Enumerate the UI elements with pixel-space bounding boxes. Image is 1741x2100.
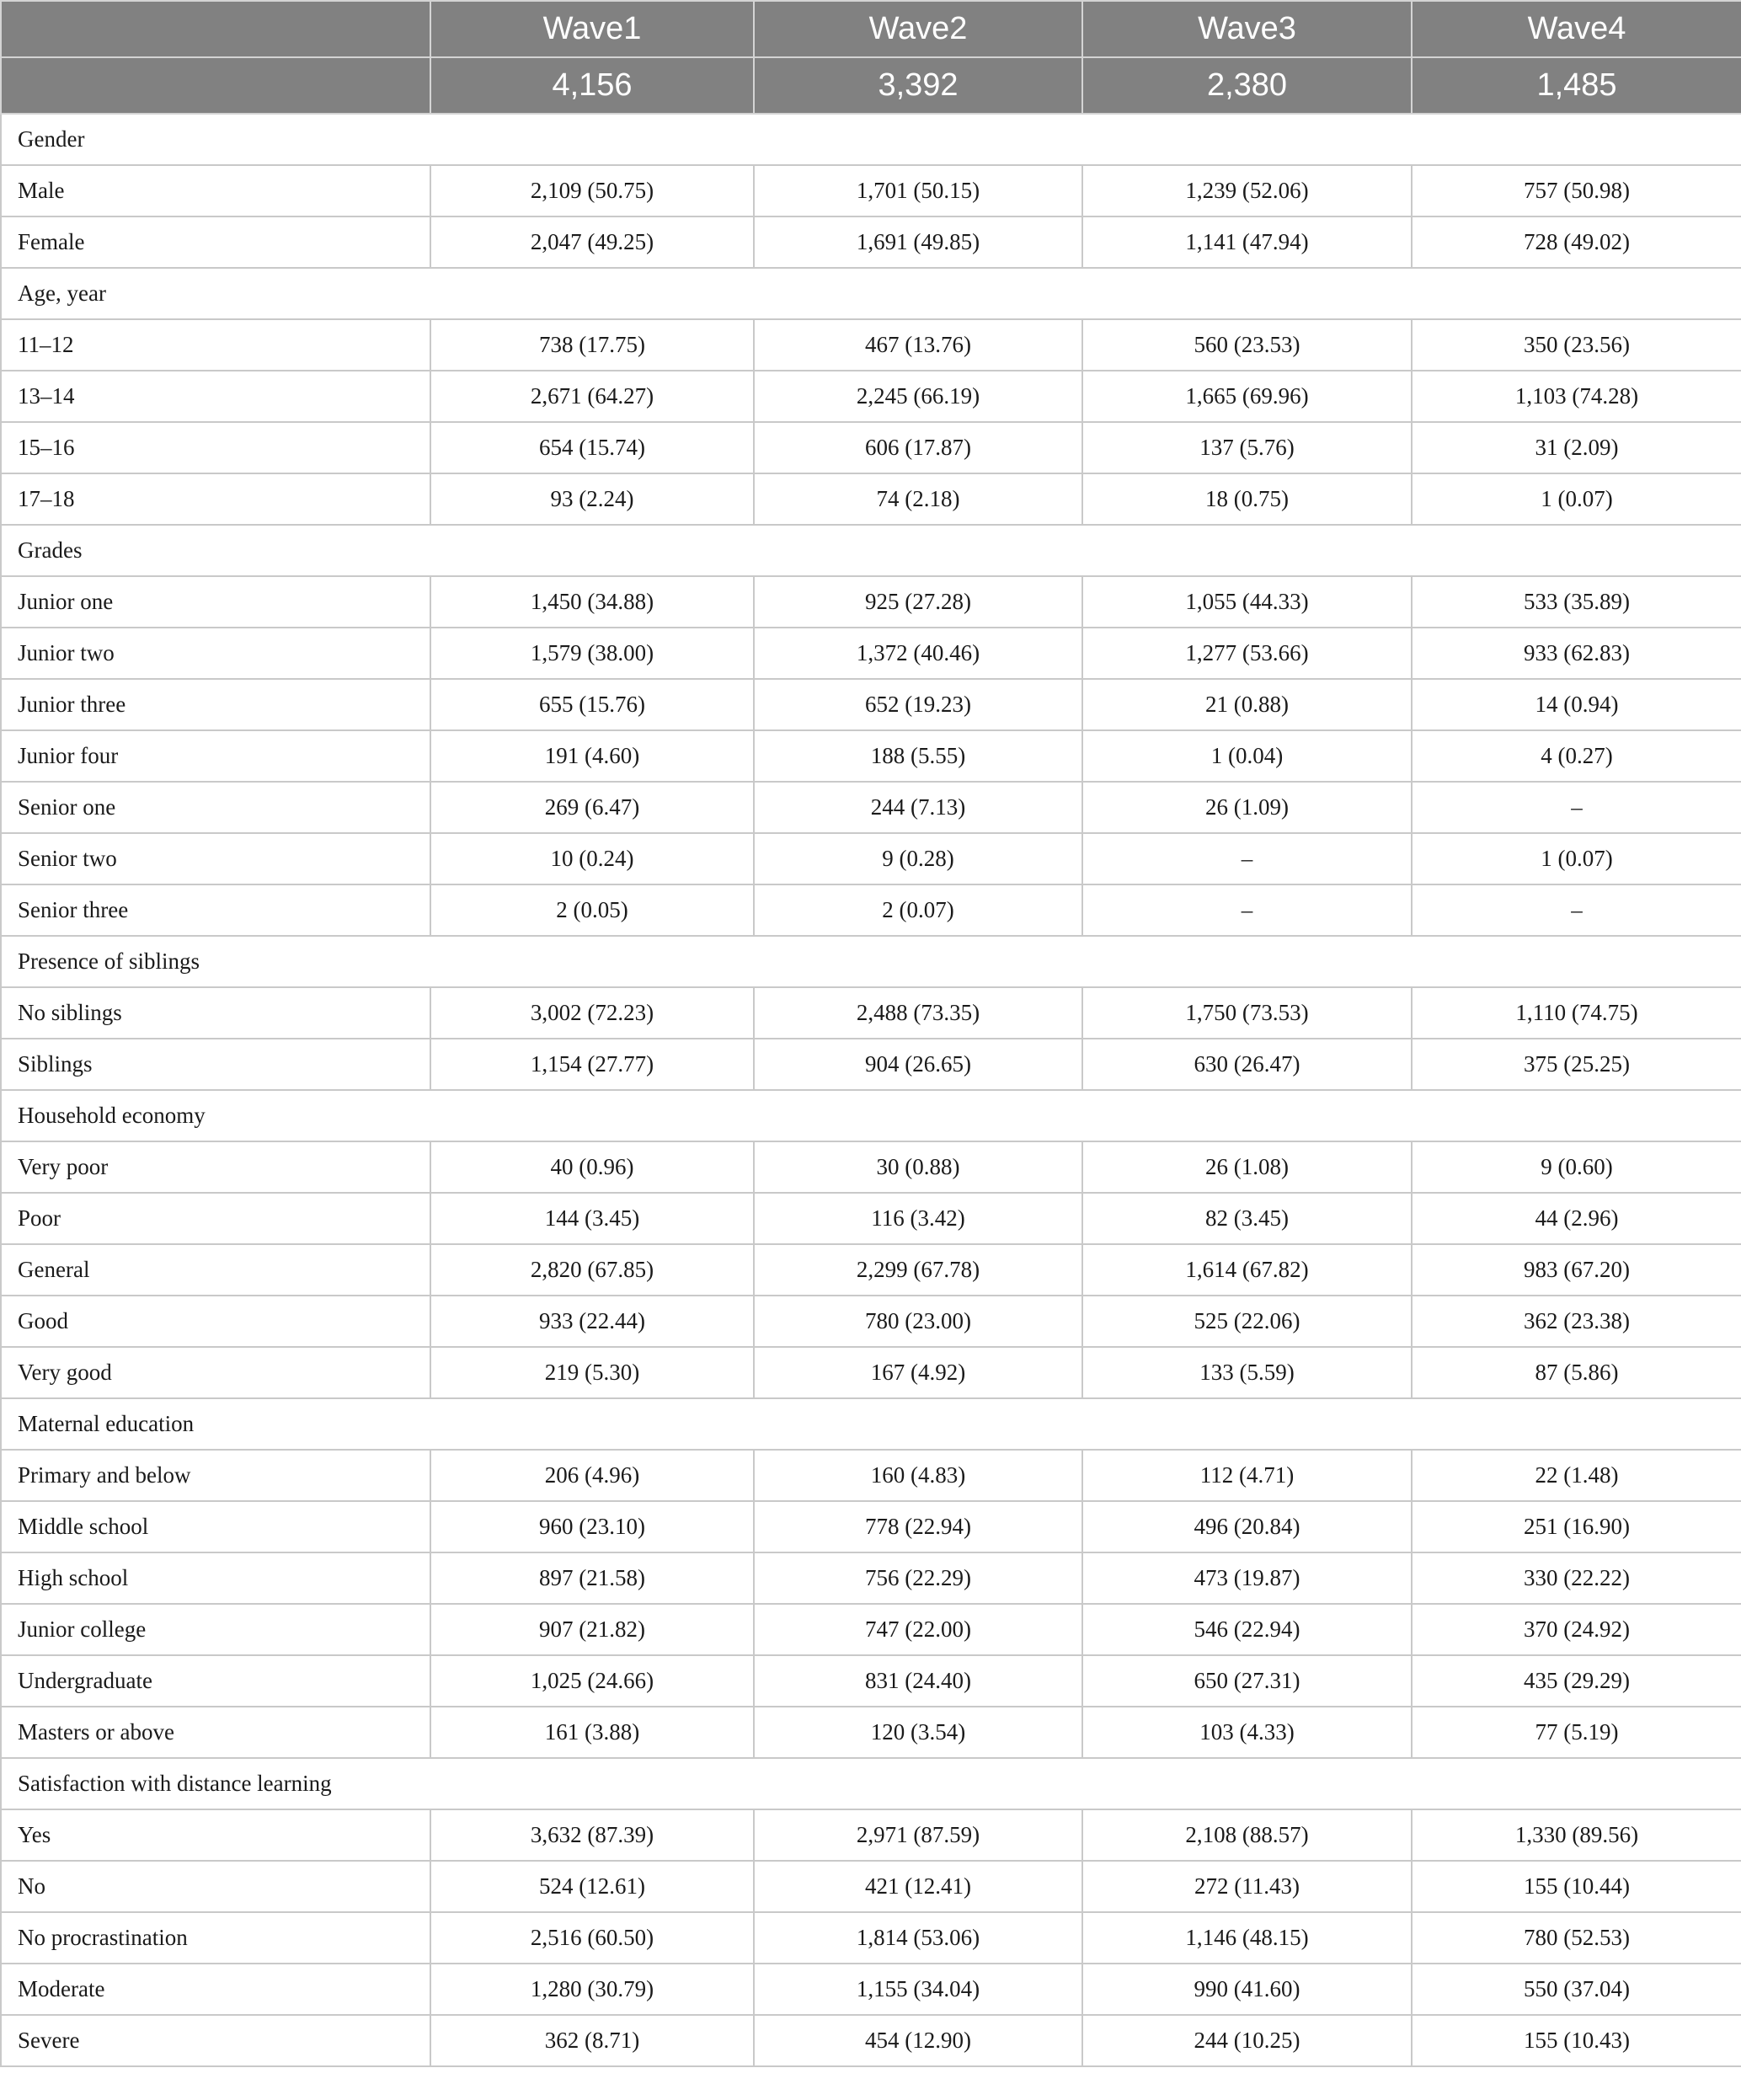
row-label: Very poor bbox=[1, 1141, 430, 1193]
table-row bbox=[1, 422, 1741, 473]
wave-2-value-cell: 188 (5.55) bbox=[754, 730, 1082, 782]
table-row bbox=[1, 576, 1741, 628]
wave-2-value-cell: 421 (12.41) bbox=[754, 1861, 1082, 1912]
table-row bbox=[1, 1141, 1741, 1193]
wave-4-value-cell: 77 (5.19) bbox=[1412, 1707, 1741, 1758]
table-row bbox=[1, 371, 1741, 422]
wave-2-value-cell: 925 (27.28) bbox=[754, 576, 1082, 628]
wave-1-value-cell: 2,047 (49.25) bbox=[430, 216, 754, 268]
wave-1-value-cell: 93 (2.24) bbox=[430, 473, 754, 525]
row-label: Middle school bbox=[1, 1501, 430, 1552]
wave-3-value-cell: 133 (5.59) bbox=[1082, 1347, 1412, 1398]
wave-total-4: 1,485 bbox=[1412, 57, 1741, 114]
wave-1-value-cell: 2,516 (60.50) bbox=[430, 1912, 754, 1964]
wave-4-value-cell: 550 (37.04) bbox=[1412, 1964, 1741, 2015]
wave-3-value-cell: 1,614 (67.82) bbox=[1082, 1244, 1412, 1296]
table-row bbox=[1, 1193, 1741, 1244]
table-row bbox=[1, 833, 1741, 884]
wave-3-value-cell: 21 (0.88) bbox=[1082, 679, 1412, 730]
row-label: Senior one bbox=[1, 782, 430, 833]
wave-1-value-cell: 362 (8.71) bbox=[430, 2015, 754, 2066]
wave-2-value-cell: 1,372 (40.46) bbox=[754, 628, 1082, 679]
wave-2-value-cell: 74 (2.18) bbox=[754, 473, 1082, 525]
wave-3-value-cell: 496 (20.84) bbox=[1082, 1501, 1412, 1552]
row-label: Junior two bbox=[1, 628, 430, 679]
wave-3-value-cell: 272 (11.43) bbox=[1082, 1861, 1412, 1912]
wave-2-value-cell: 2,299 (67.78) bbox=[754, 1244, 1082, 1296]
wave-3-value-cell: 650 (27.31) bbox=[1082, 1655, 1412, 1707]
wave-4-value-cell: 251 (16.90) bbox=[1412, 1501, 1741, 1552]
table-row bbox=[1, 1552, 1741, 1604]
section-title: Household economy bbox=[1, 1090, 1741, 1141]
table-row bbox=[1, 1912, 1741, 1964]
wave-4-value-cell: 155 (10.43) bbox=[1412, 2015, 1741, 2066]
wave-1-value-cell: 738 (17.75) bbox=[430, 319, 754, 371]
wave-3-value-cell: 26 (1.08) bbox=[1082, 1141, 1412, 1193]
wave-3-value-cell: 630 (26.47) bbox=[1082, 1039, 1412, 1090]
wave-2-value-cell: 2,971 (87.59) bbox=[754, 1809, 1082, 1861]
row-label: Senior two bbox=[1, 833, 430, 884]
table-row bbox=[1, 1501, 1741, 1552]
wave-4-value-cell: 1,103 (74.28) bbox=[1412, 371, 1741, 422]
wave-3-value-cell: 244 (10.25) bbox=[1082, 2015, 1412, 2066]
row-label: Primary and below bbox=[1, 1450, 430, 1501]
wave-2-value-cell: 116 (3.42) bbox=[754, 1193, 1082, 1244]
section-title: Maternal education bbox=[1, 1398, 1741, 1450]
row-label: Yes bbox=[1, 1809, 430, 1861]
wave-1-value-cell: 206 (4.96) bbox=[430, 1450, 754, 1501]
wave-header-3: Wave3 bbox=[1082, 1, 1412, 57]
wave-header-1: Wave1 bbox=[430, 1, 754, 57]
wave-4-value-cell: 14 (0.94) bbox=[1412, 679, 1741, 730]
wave-2-value-cell: 778 (22.94) bbox=[754, 1501, 1082, 1552]
table-row bbox=[1, 1450, 1741, 1501]
section-header-row bbox=[1, 268, 1741, 319]
wave-1-value-cell: 191 (4.60) bbox=[430, 730, 754, 782]
wave-4-value-cell: 350 (23.56) bbox=[1412, 319, 1741, 371]
wave-1-value-cell: 1,280 (30.79) bbox=[430, 1964, 754, 2015]
section-title: Grades bbox=[1, 525, 1741, 576]
wave-2-value-cell: 756 (22.29) bbox=[754, 1552, 1082, 1604]
row-label: Moderate bbox=[1, 1964, 430, 2015]
wave-header-row bbox=[1, 1, 1741, 57]
wave-3-value-cell: 990 (41.60) bbox=[1082, 1964, 1412, 2015]
row-label: Undergraduate bbox=[1, 1655, 430, 1707]
wave-1-value-cell: 524 (12.61) bbox=[430, 1861, 754, 1912]
wave-2-value-cell: 652 (19.23) bbox=[754, 679, 1082, 730]
wave-2-value-cell: 831 (24.40) bbox=[754, 1655, 1082, 1707]
row-label: Poor bbox=[1, 1193, 430, 1244]
wave-3-value-cell: 473 (19.87) bbox=[1082, 1552, 1412, 1604]
row-label: Junior four bbox=[1, 730, 430, 782]
table-row bbox=[1, 2015, 1741, 2066]
wave-4-value-cell: 44 (2.96) bbox=[1412, 1193, 1741, 1244]
wave-4-value-cell: – bbox=[1412, 884, 1741, 936]
wave-header-2: Wave2 bbox=[754, 1, 1082, 57]
wave-2-value-cell: 2,245 (66.19) bbox=[754, 371, 1082, 422]
wave-2-value-cell: 1,691 (49.85) bbox=[754, 216, 1082, 268]
row-label: 11–12 bbox=[1, 319, 430, 371]
table-row bbox=[1, 1244, 1741, 1296]
wave-3-value-cell: – bbox=[1082, 833, 1412, 884]
table-row bbox=[1, 1707, 1741, 1758]
wave-3-value-cell: 103 (4.33) bbox=[1082, 1707, 1412, 1758]
wave-1-value-cell: 10 (0.24) bbox=[430, 833, 754, 884]
wave-1-value-cell: 655 (15.76) bbox=[430, 679, 754, 730]
row-label: Good bbox=[1, 1296, 430, 1347]
wave-4-value-cell: 983 (67.20) bbox=[1412, 1244, 1741, 1296]
wave-1-value-cell: 960 (23.10) bbox=[430, 1501, 754, 1552]
wave-2-value-cell: 120 (3.54) bbox=[754, 1707, 1082, 1758]
table-row bbox=[1, 473, 1741, 525]
row-label: 15–16 bbox=[1, 422, 430, 473]
wave-1-value-cell: 907 (21.82) bbox=[430, 1604, 754, 1655]
table-row bbox=[1, 782, 1741, 833]
wave-3-value-cell: 112 (4.71) bbox=[1082, 1450, 1412, 1501]
wave-1-value-cell: 1,154 (27.77) bbox=[430, 1039, 754, 1090]
wave-2-value-cell: 2 (0.07) bbox=[754, 884, 1082, 936]
section-header-row bbox=[1, 525, 1741, 576]
wave-4-value-cell: 31 (2.09) bbox=[1412, 422, 1741, 473]
row-label: Junior three bbox=[1, 679, 430, 730]
row-label: Male bbox=[1, 165, 430, 216]
wave-3-value-cell: 1,141 (47.94) bbox=[1082, 216, 1412, 268]
wave-4-value-cell: 370 (24.92) bbox=[1412, 1604, 1741, 1655]
wave-4-value-cell: 4 (0.27) bbox=[1412, 730, 1741, 782]
wave-4-value-cell: 533 (35.89) bbox=[1412, 576, 1741, 628]
section-header-row bbox=[1, 1090, 1741, 1141]
row-label: No procrastination bbox=[1, 1912, 430, 1964]
wave-3-value-cell: 1,239 (52.06) bbox=[1082, 165, 1412, 216]
wave-4-value-cell: 1,330 (89.56) bbox=[1412, 1809, 1741, 1861]
wave-4-value-cell: 9 (0.60) bbox=[1412, 1141, 1741, 1193]
wave-1-value-cell: 3,632 (87.39) bbox=[430, 1809, 754, 1861]
wave-total-2: 3,392 bbox=[754, 57, 1082, 114]
wave-1-value-cell: 897 (21.58) bbox=[430, 1552, 754, 1604]
table-row bbox=[1, 884, 1741, 936]
row-label: Senior three bbox=[1, 884, 430, 936]
row-label: Very good bbox=[1, 1347, 430, 1398]
row-label: Junior one bbox=[1, 576, 430, 628]
wave-2-value-cell: 467 (13.76) bbox=[754, 319, 1082, 371]
wave-2-value-cell: 1,814 (53.06) bbox=[754, 1912, 1082, 1964]
table-row bbox=[1, 679, 1741, 730]
wave-2-value-cell: 9 (0.28) bbox=[754, 833, 1082, 884]
row-label: Siblings bbox=[1, 1039, 430, 1090]
wave-4-value-cell: 728 (49.02) bbox=[1412, 216, 1741, 268]
table-row bbox=[1, 1861, 1741, 1912]
wave-3-value-cell: 1 (0.04) bbox=[1082, 730, 1412, 782]
wave-2-value-cell: 160 (4.83) bbox=[754, 1450, 1082, 1501]
wave-1-value-cell: 1,025 (24.66) bbox=[430, 1655, 754, 1707]
header-corner-cell bbox=[1, 57, 430, 114]
wave-1-value-cell: 1,450 (34.88) bbox=[430, 576, 754, 628]
wave-4-value-cell: – bbox=[1412, 782, 1741, 833]
wave-4-value-cell: 1 (0.07) bbox=[1412, 473, 1741, 525]
table-header bbox=[1, 1, 1741, 114]
row-label: No siblings bbox=[1, 987, 430, 1039]
section-header-row bbox=[1, 114, 1741, 165]
wave-4-value-cell: 375 (25.25) bbox=[1412, 1039, 1741, 1090]
wave-1-value-cell: 3,002 (72.23) bbox=[430, 987, 754, 1039]
wave-2-value-cell: 606 (17.87) bbox=[754, 422, 1082, 473]
wave-1-value-cell: 2 (0.05) bbox=[430, 884, 754, 936]
wave-3-value-cell: 1,146 (48.15) bbox=[1082, 1912, 1412, 1964]
wave-2-value-cell: 780 (23.00) bbox=[754, 1296, 1082, 1347]
header-corner-cell bbox=[1, 1, 430, 57]
table-row bbox=[1, 1604, 1741, 1655]
wave-3-value-cell: 525 (22.06) bbox=[1082, 1296, 1412, 1347]
table-row bbox=[1, 730, 1741, 782]
wave-2-value-cell: 454 (12.90) bbox=[754, 2015, 1082, 2066]
wave-1-value-cell: 144 (3.45) bbox=[430, 1193, 754, 1244]
wave-4-value-cell: 155 (10.44) bbox=[1412, 1861, 1741, 1912]
section-title: Gender bbox=[1, 114, 1741, 165]
wave-header-4: Wave4 bbox=[1412, 1, 1741, 57]
wave-2-value-cell: 747 (22.00) bbox=[754, 1604, 1082, 1655]
wave-4-value-cell: 1,110 (74.75) bbox=[1412, 987, 1741, 1039]
wave-1-value-cell: 40 (0.96) bbox=[430, 1141, 754, 1193]
table-row bbox=[1, 987, 1741, 1039]
wave-1-value-cell: 1,579 (38.00) bbox=[430, 628, 754, 679]
row-label: 17–18 bbox=[1, 473, 430, 525]
section-header-row bbox=[1, 936, 1741, 987]
table-row bbox=[1, 1809, 1741, 1861]
wave-1-value-cell: 654 (15.74) bbox=[430, 422, 754, 473]
wave-4-value-cell: 780 (52.53) bbox=[1412, 1912, 1741, 1964]
wave-2-value-cell: 1,701 (50.15) bbox=[754, 165, 1082, 216]
row-label: General bbox=[1, 1244, 430, 1296]
table-body bbox=[1, 114, 1741, 2066]
wave-3-value-cell: 1,750 (73.53) bbox=[1082, 987, 1412, 1039]
wave-4-value-cell: 933 (62.83) bbox=[1412, 628, 1741, 679]
wave-4-value-cell: 435 (29.29) bbox=[1412, 1655, 1741, 1707]
table-row bbox=[1, 1347, 1741, 1398]
section-title: Presence of siblings bbox=[1, 936, 1741, 987]
wave-2-value-cell: 1,155 (34.04) bbox=[754, 1964, 1082, 2015]
wave-3-value-cell: 1,055 (44.33) bbox=[1082, 576, 1412, 628]
row-label: No bbox=[1, 1861, 430, 1912]
wave-1-value-cell: 219 (5.30) bbox=[430, 1347, 754, 1398]
wave-1-value-cell: 2,671 (64.27) bbox=[430, 371, 754, 422]
wave-3-value-cell: 2,108 (88.57) bbox=[1082, 1809, 1412, 1861]
row-label: Severe bbox=[1, 2015, 430, 2066]
wave-1-value-cell: 2,820 (67.85) bbox=[430, 1244, 754, 1296]
wave-3-value-cell: 546 (22.94) bbox=[1082, 1604, 1412, 1655]
row-label: Junior college bbox=[1, 1604, 430, 1655]
section-title: Age, year bbox=[1, 268, 1741, 319]
wave-4-value-cell: 757 (50.98) bbox=[1412, 165, 1741, 216]
wave-4-value-cell: 1 (0.07) bbox=[1412, 833, 1741, 884]
wave-3-value-cell: 1,665 (69.96) bbox=[1082, 371, 1412, 422]
wave-3-value-cell: 1,277 (53.66) bbox=[1082, 628, 1412, 679]
section-header-row bbox=[1, 1758, 1741, 1809]
section-header-row bbox=[1, 1398, 1741, 1450]
wave-3-value-cell: 137 (5.76) bbox=[1082, 422, 1412, 473]
table-row bbox=[1, 1039, 1741, 1090]
wave-2-value-cell: 904 (26.65) bbox=[754, 1039, 1082, 1090]
row-label: 13–14 bbox=[1, 371, 430, 422]
table-row bbox=[1, 165, 1741, 216]
wave-2-value-cell: 2,488 (73.35) bbox=[754, 987, 1082, 1039]
row-label: High school bbox=[1, 1552, 430, 1604]
totals-header-row bbox=[1, 57, 1741, 114]
table-row bbox=[1, 628, 1741, 679]
table-row bbox=[1, 1296, 1741, 1347]
row-label: Masters or above bbox=[1, 1707, 430, 1758]
table-row bbox=[1, 319, 1741, 371]
wave-4-value-cell: 87 (5.86) bbox=[1412, 1347, 1741, 1398]
wave-4-value-cell: 362 (23.38) bbox=[1412, 1296, 1741, 1347]
wave-3-value-cell: 82 (3.45) bbox=[1082, 1193, 1412, 1244]
wave-1-value-cell: 2,109 (50.75) bbox=[430, 165, 754, 216]
wave-4-value-cell: 330 (22.22) bbox=[1412, 1552, 1741, 1604]
table-row bbox=[1, 216, 1741, 268]
wave-1-value-cell: 933 (22.44) bbox=[430, 1296, 754, 1347]
wave-1-value-cell: 161 (3.88) bbox=[430, 1707, 754, 1758]
table-row bbox=[1, 1655, 1741, 1707]
wave-2-value-cell: 30 (0.88) bbox=[754, 1141, 1082, 1193]
wave-3-value-cell: 560 (23.53) bbox=[1082, 319, 1412, 371]
wave-3-value-cell: 18 (0.75) bbox=[1082, 473, 1412, 525]
row-label: Female bbox=[1, 216, 430, 268]
wave-1-value-cell: 269 (6.47) bbox=[430, 782, 754, 833]
wave-3-value-cell: – bbox=[1082, 884, 1412, 936]
wave-4-value-cell: 22 (1.48) bbox=[1412, 1450, 1741, 1501]
wave-3-value-cell: 26 (1.09) bbox=[1082, 782, 1412, 833]
wave-total-1: 4,156 bbox=[430, 57, 754, 114]
section-title: Satisfaction with distance learning bbox=[1, 1758, 1741, 1809]
wave-2-value-cell: 167 (4.92) bbox=[754, 1347, 1082, 1398]
wave-2-value-cell: 244 (7.13) bbox=[754, 782, 1082, 833]
wave-total-3: 2,380 bbox=[1082, 57, 1412, 114]
table-row bbox=[1, 1964, 1741, 2015]
